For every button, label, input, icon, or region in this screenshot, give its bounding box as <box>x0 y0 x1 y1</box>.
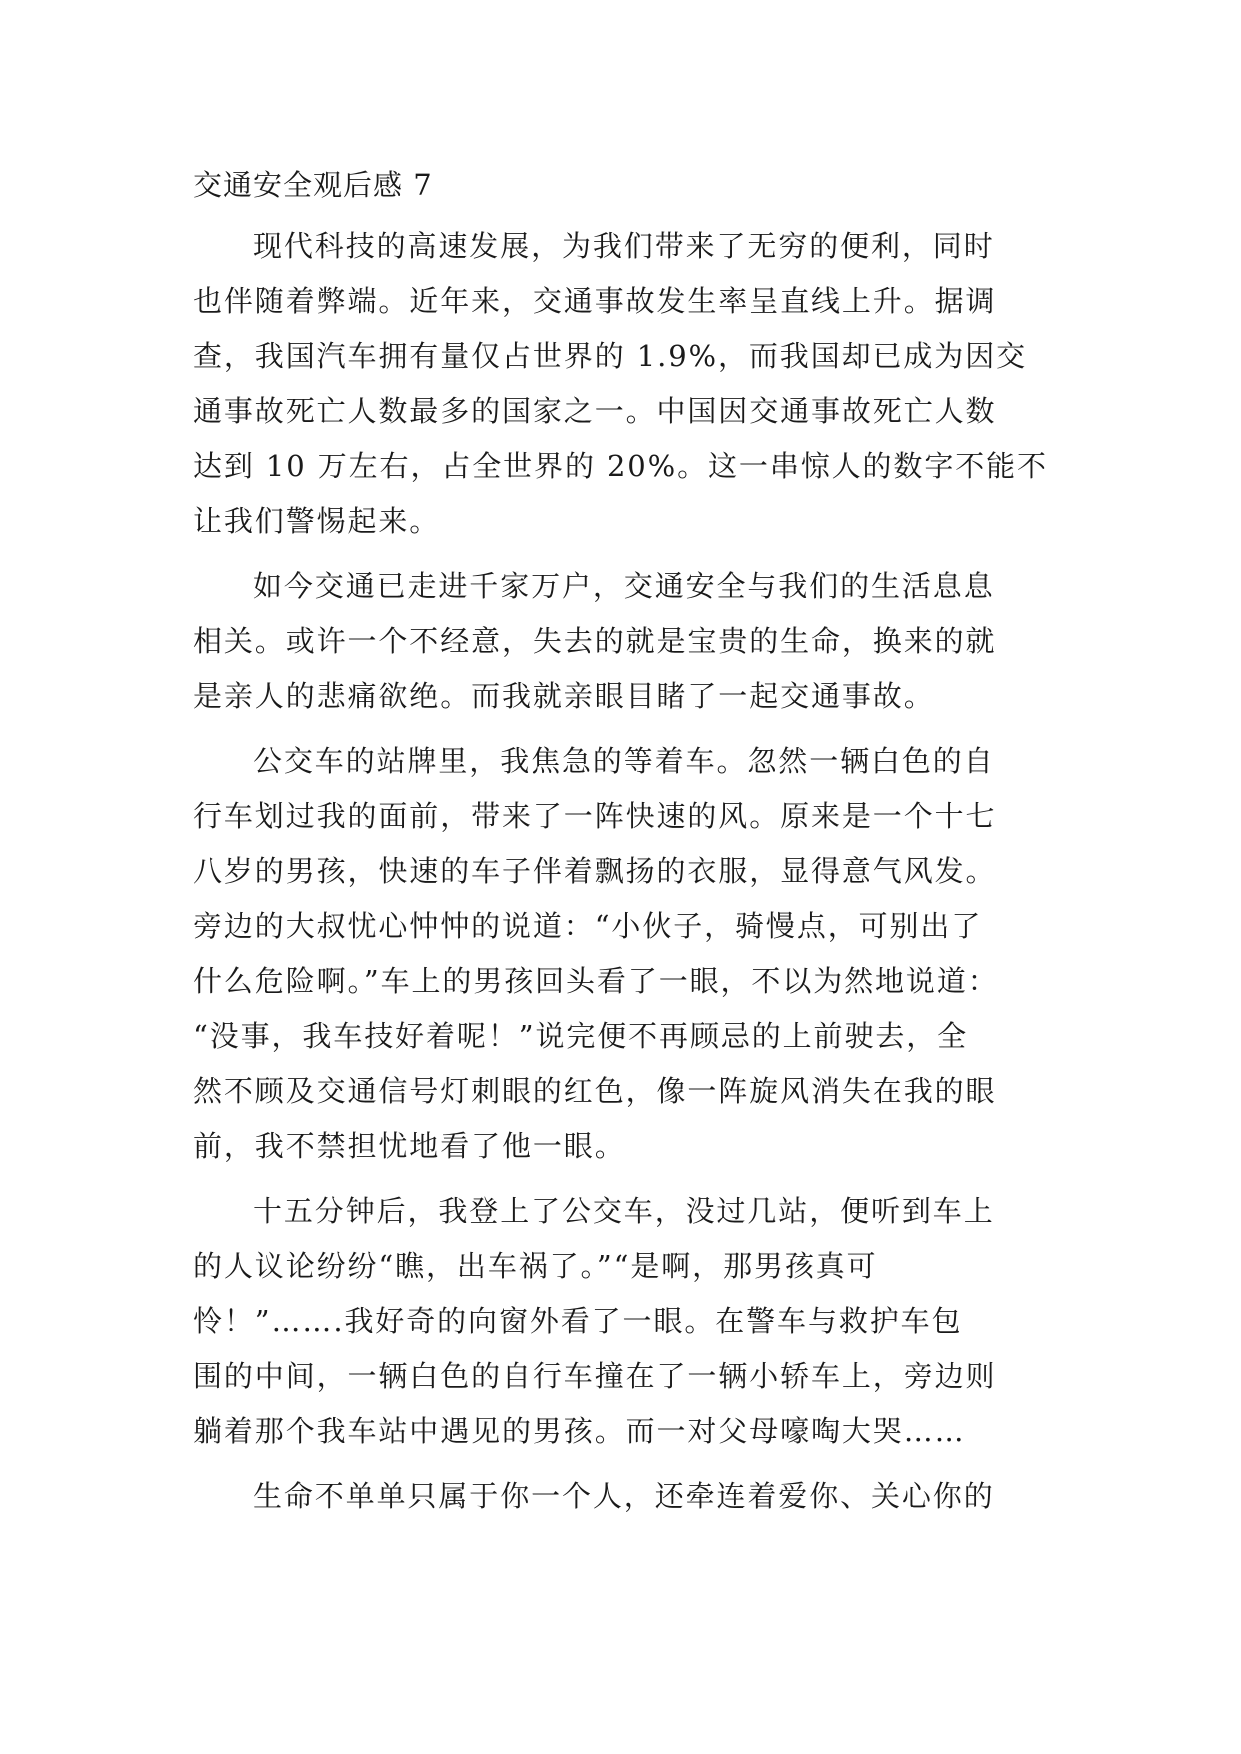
paragraph-line: 前，我不禁担忧地看了他一眼。 <box>193 1129 626 1163</box>
paragraph-line: 八岁的男孩，快速的车子伴着飘扬的衣服，显得意气风发。 <box>193 854 997 888</box>
paragraph-line: 公交车的站牌里，我焦急的等着车。忽然一辆白色的自 <box>253 744 995 778</box>
paragraph-line: 行车划过我的面前，带来了一阵快速的风。原来是一个十七 <box>193 799 997 833</box>
paragraph-line: 躺着那个我车站中遇见的男孩。而一对父母嚎啕大哭…… <box>193 1414 966 1448</box>
paragraph-line: 让我们警惕起来。 <box>193 504 441 538</box>
paragraph-line: 如今交通已走进千家万户，交通安全与我们的生活息息 <box>253 569 995 603</box>
paragraph-line: 查，我国汽车拥有量仅占世界的 1.9%，而我国却已成为因交 <box>193 339 1027 373</box>
paragraph-line: 相关。或许一个不经意，失去的就是宝贵的生命，换来的就 <box>193 624 997 658</box>
paragraph-line: 怜！”…….我好奇的向窗外看了一眼。在警车与救护车包 <box>193 1304 963 1338</box>
paragraph-line: “没事，我车技好着呢！”说完便不再顾忌的上前驶去，全 <box>193 1019 969 1053</box>
paragraph-line: 什么危险啊。”车上的男孩回头看了一眼，不以为然地说道： <box>193 964 999 998</box>
paragraph-line: 是亲人的悲痛欲绝。而我就亲眼目睹了一起交通事故。 <box>193 679 935 713</box>
paragraph-line: 通事故死亡人数最多的国家之一。中国因交通事故死亡人数 <box>193 394 997 428</box>
paragraph-line: 也伴随着弊端。近年来，交通事故发生率呈直线上升。据调 <box>193 284 997 318</box>
paragraph-line: 达到 10 万左右，占全世界的 20%。这一串惊人的数字不能不 <box>193 449 1048 483</box>
paragraph-line: 围的中间，一辆白色的自行车撞在了一辆小轿车上，旁边则 <box>193 1359 997 1393</box>
paragraph-line: 生命不单单只属于你一个人，还牵连着爱你、关心你的 <box>253 1479 995 1513</box>
paragraph-line: 现代科技的高速发展，为我们带来了无穷的便利，同时 <box>253 229 995 263</box>
paragraph-line: 十五分钟后，我登上了公交车，没过几站，便听到车上 <box>253 1194 995 1228</box>
document-title: 交通安全观后感 7 <box>193 168 433 202</box>
paragraph-line: 旁边的大叔忧心忡忡的说道：“小伙子，骑慢点，可别出了 <box>193 909 983 943</box>
paragraph-line: 然不顾及交通信号灯刺眼的红色，像一阵旋风消失在我的眼 <box>193 1074 997 1108</box>
paragraph-line: 的人议论纷纷“瞧，出车祸了。”“是啊，那男孩真可 <box>193 1249 878 1283</box>
